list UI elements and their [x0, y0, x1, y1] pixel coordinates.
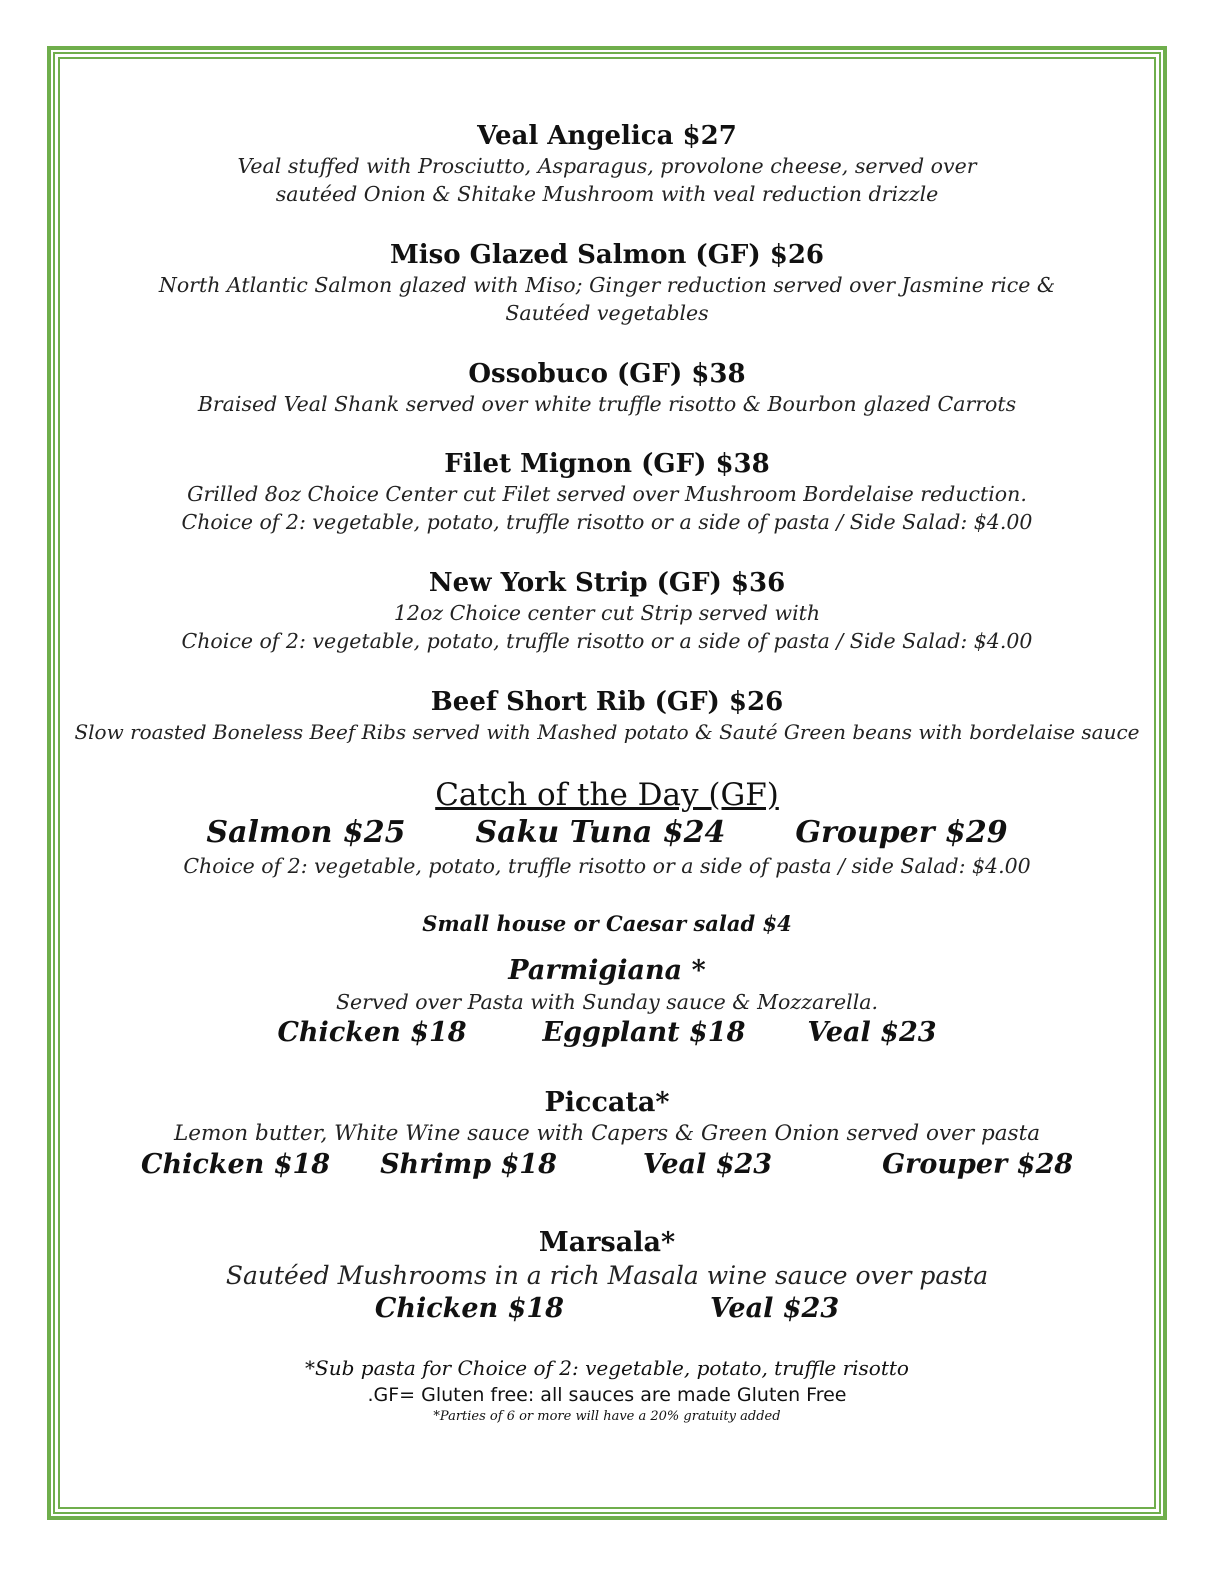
- footer-notes: [62, 1354, 1152, 1426]
- item-description-line: Choice of 2: vegetable, potato, truffle risotto or a side of pasta / Side Salad: $4.00: [181, 629, 1033, 653]
- piccata-options: [62, 1148, 1152, 1182]
- salad-note-text: Small house or Caesar salad $4: [422, 911, 792, 936]
- piccata-title: Piccata*: [544, 1087, 670, 1118]
- marsala-option: Chicken $18: [374, 1293, 564, 1324]
- catch-of-the-day-section: [62, 776, 1152, 880]
- marsala-title: Marsala*: [538, 1227, 676, 1258]
- menu-item-filet-mignon: [62, 448, 1152, 536]
- parmigiana-option: Chicken $18: [277, 1017, 467, 1048]
- item-description-line: Choice of 2: vegetable, potato, truffle risotto or a side of pasta / Side Salad: $4.00: [181, 510, 1033, 534]
- menu-item-short-rib: [62, 686, 1152, 746]
- parmigiana-options: [62, 1016, 1152, 1050]
- item-description-line: sautéed Onion & Shitake Mushroom with veal reduction drizzle: [275, 182, 939, 206]
- catch-option: Salmon $25: [206, 815, 406, 850]
- item-title: Filet Mignon (GF) $38: [444, 449, 770, 479]
- item-description-line: Veal stuffed with Prosciutto, Asparagus, provolone cheese, served over: [237, 154, 977, 178]
- parmigiana-title: Parmigiana *: [508, 955, 706, 986]
- item-title: Miso Glazed Salmon (GF) $26: [389, 240, 825, 270]
- parmigiana-section: [62, 954, 1152, 1050]
- menu-item-ny-strip: [62, 567, 1152, 655]
- sub-pasta-note: *Sub pasta for Choice of 2: vegetable, potato, truffle risotto: [305, 1356, 909, 1380]
- marsala-description: Sautéed Mushrooms in a rich Masala wine sauce over pasta: [225, 1261, 989, 1290]
- salad-note: [62, 910, 1152, 938]
- gratuity-note: *Parties of 6 or more will have a 20% gratuity added: [433, 1409, 781, 1424]
- menu-item-veal-angelica: [62, 120, 1152, 208]
- item-title: Ossobuco (GF) $38: [468, 359, 746, 389]
- item-description-line: Sautéed vegetables: [505, 301, 709, 325]
- item-description-line: Slow roasted Boneless Beef Ribs served with Mashed potato & Sauté Green beans with bordelaise sauce: [74, 720, 1140, 744]
- catch-description: Choice of 2: vegetable, potato, truffle risotto or a side of pasta / side Salad: $4.00: [183, 854, 1031, 878]
- item-description-line: Braised Veal Shank served over white truffle risotto & Bourbon glazed Carrots: [197, 392, 1017, 416]
- catch-option: Grouper $29: [795, 815, 1008, 850]
- gluten-free-note: .GF= Gluten free: all sauces are made Gluten Free: [367, 1384, 847, 1406]
- piccata-option: Shrimp $18: [380, 1149, 557, 1180]
- item-title: New York Strip (GF) $36: [428, 568, 786, 598]
- piccata-option: Grouper $28: [882, 1149, 1074, 1180]
- item-title: Beef Short Rib (GF) $26: [430, 687, 784, 717]
- marsala-section: [62, 1226, 1152, 1326]
- parmigiana-option: Eggplant $18: [542, 1017, 746, 1048]
- piccata-option: Chicken $18: [140, 1149, 331, 1180]
- item-description-line: Grilled 8oz Choice Center cut Filet served over Mushroom Bordelaise reduction.: [187, 482, 1027, 506]
- item-description-line: 12oz Choice center cut Strip served with: [393, 601, 821, 625]
- parmigiana-description: Served over Pasta with Sunday sauce & Mozzarella.: [335, 990, 879, 1014]
- catch-option: Saku Tuna $24: [475, 815, 726, 850]
- menu-item-miso-salmon: [62, 239, 1152, 327]
- piccata-section: [62, 1086, 1152, 1182]
- piccata-option: Veal $23: [642, 1149, 773, 1180]
- item-title: Veal Angelica $27: [477, 121, 737, 151]
- marsala-option: Veal $23: [709, 1293, 840, 1324]
- marsala-options: [62, 1292, 1152, 1326]
- catch-heading: Catch of the Day (GF): [435, 777, 779, 813]
- item-description-line: North Atlantic Salmon glazed with Miso; Ginger reduction served over Jasmine rice &: [158, 273, 1056, 297]
- menu-item-ossobuco: [62, 358, 1152, 418]
- parmigiana-option: Veal $23: [807, 1017, 937, 1048]
- piccata-description: Lemon butter, White Wine sauce with Capers & Green Onion served over pasta: [173, 1121, 1041, 1146]
- catch-options: [62, 814, 1152, 852]
